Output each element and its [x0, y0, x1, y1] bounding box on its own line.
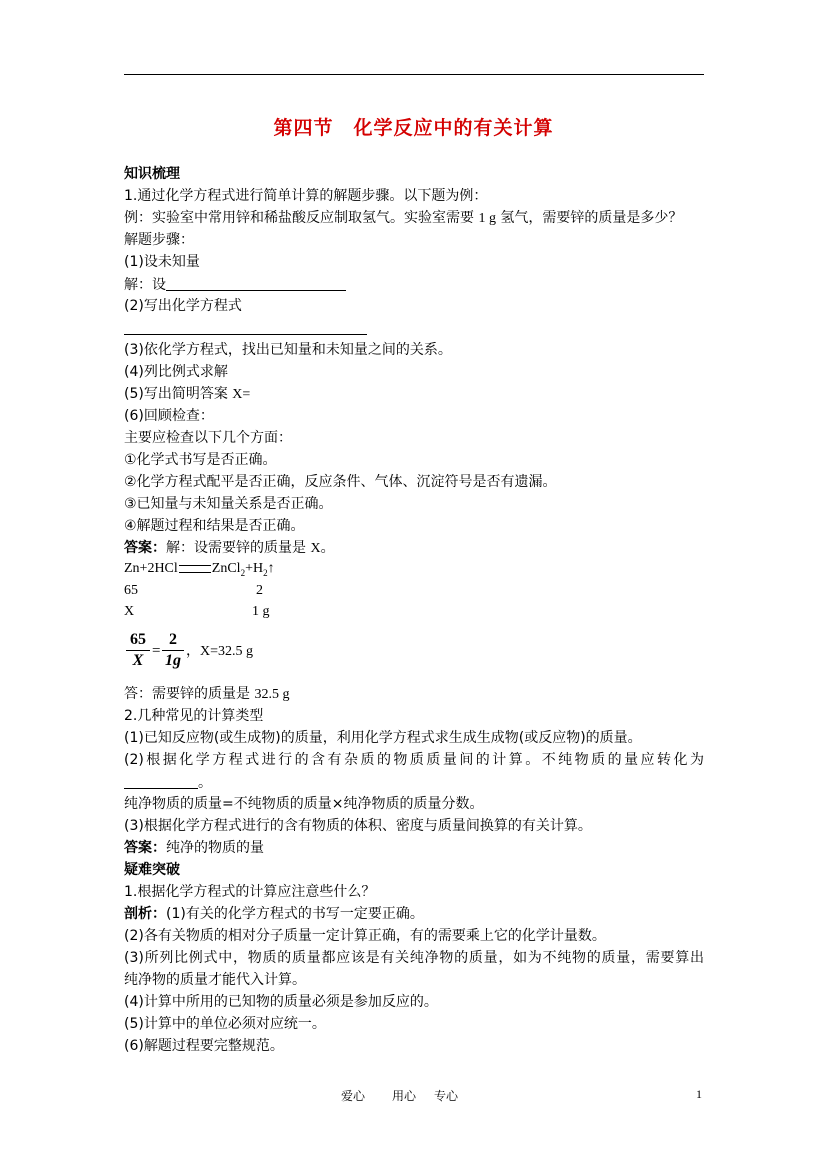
equation-product: +H: [245, 561, 264, 576]
text-line: (2)写出化学方程式: [124, 298, 242, 314]
text-span: 例：实验室中常用锌和稀盐酸反应制取氢气。实验室需要: [124, 210, 479, 226]
equation-reactants: Zn+2HCl: [124, 561, 178, 576]
text-line: (4)计算中所用的已知物的质量必须是参加反应的。: [124, 994, 438, 1010]
answer-label: 答案：: [124, 840, 166, 856]
text-line: (5)计算中的单位必须对应统一。: [124, 1016, 326, 1032]
fraction-denominator: X: [132, 652, 144, 669]
text-span: 解：设: [124, 277, 166, 293]
text-line: [124, 276, 346, 294]
header-rule: [124, 74, 704, 75]
ratio-value: 2: [256, 583, 263, 598]
text-line: (6)解题过程要完整规范。: [124, 1038, 284, 1054]
text-line: (3)根据化学方程式进行的含有物质的体积、密度与质量间换算的有关计算。: [124, 818, 592, 834]
subscript: 2: [263, 567, 268, 578]
text-line: [124, 686, 289, 703]
page-number: 1: [696, 1087, 702, 1101]
ratio-value: 65: [124, 583, 138, 598]
text-line: (1)设未知量: [124, 254, 200, 270]
text-line: (3)所列比例式中，物质的质量都应该是有关纯净物的质量，如为不纯物的质量，需要算出: [124, 950, 704, 966]
equation-product: ZnCl: [211, 561, 241, 576]
text-line: ③已知量与未知量关系是否正确。: [124, 496, 333, 512]
ratio-row: [124, 603, 270, 620]
text-line: ④解题过程和结果是否正确。: [124, 518, 305, 534]
text-line: (4)列比例式求解: [124, 364, 228, 380]
text-span: X=: [232, 387, 251, 402]
text-line: 2.几种常见的计算类型: [124, 708, 264, 724]
text-span: (1)有关的化学方程式的书写一定要正确。: [166, 906, 424, 922]
chemical-equation: [124, 560, 275, 582]
answer-line: [124, 840, 264, 857]
fraction-65-over-x: [126, 631, 150, 670]
text-line: 解题步骤：: [124, 232, 194, 248]
fill-blank: [124, 774, 198, 789]
answer-label: 答案：: [124, 540, 166, 556]
text-line: (1)已知反应物(或生成物)的质量，利用化学方程式求生成生成物(或反应物)的质量。: [124, 730, 642, 746]
fraction-2-over-1g: [162, 631, 184, 670]
text-line: (3)依化学方程式，找出已知量和未知量之间的关系。: [124, 342, 452, 358]
fraction-numerator: 2: [169, 631, 177, 648]
text-span: (5)写出简明答案: [124, 386, 233, 402]
fraction-result: ，X=32.5 g: [186, 644, 254, 659]
gas-arrow-icon: ↑: [267, 561, 275, 576]
text-span: 纯净的物质的量: [166, 840, 264, 856]
text-span: 解：设需要锌的质量是: [166, 540, 311, 556]
text-span: 。: [198, 775, 212, 791]
text-line: 主要应检查以下几个方面：: [124, 430, 292, 446]
text-line: (2)根据化学方程式进行的含有杂质的物质质量间的计算。不纯物质的量应转化为: [124, 752, 704, 768]
fraction-bar: [126, 650, 150, 651]
text-line: [124, 774, 212, 792]
footer-motto: 用心: [392, 1089, 417, 1103]
text-line: 纯净物的质量才能代入计算。: [124, 972, 306, 988]
page-title: 第四节 化学反应中的有关计算: [273, 117, 554, 139]
text-line: (6)回顾检查：: [124, 408, 214, 424]
text-span: X: [310, 541, 321, 556]
text-line: ②化学方程式配平是否正确，反应条件、气体、沉淀符号是否有遗漏。: [124, 474, 557, 490]
section-heading-difficulty: 疑难突破: [124, 862, 180, 878]
fill-blank: [166, 276, 346, 291]
footer-motto: 爱心: [341, 1089, 366, 1103]
text-line: (2)各有关物质的相对分子质量一定计算正确，有的需要乘上它的化学计量数。: [124, 928, 606, 944]
fraction-numerator: 65: [130, 631, 146, 648]
text-span: 1 g: [478, 211, 496, 226]
equation-equals-sign: [179, 565, 211, 573]
fill-blank-line: [124, 334, 367, 335]
analysis-line: [124, 906, 424, 923]
text-line: [124, 386, 250, 403]
footer-motto: 专心: [434, 1089, 459, 1103]
text-line: [124, 210, 682, 227]
ratio-value: 1 g: [252, 604, 270, 619]
analysis-label: 剖析：: [124, 906, 166, 922]
fraction-denominator: 1g: [165, 652, 181, 669]
section-heading-knowledge: 知识梳理: [124, 166, 180, 182]
equals-sign: =: [152, 643, 161, 659]
answer-line: [124, 540, 335, 557]
text-span: 32.5 g: [254, 687, 290, 702]
text-span: 氢气，需要锌的质量是多少？: [495, 210, 683, 226]
text-line: ①化学式书写是否正确。: [124, 452, 277, 468]
text-span: 。: [320, 540, 335, 556]
text-line: 1.根据化学方程式的计算应注意些什么？: [124, 884, 376, 900]
text-line: 纯净物质的质量=不纯物质的质量×纯净物质的质量分数。: [124, 796, 484, 812]
text-line: 1.通过化学方程式进行简单计算的解题步骤。以下题为例：: [124, 188, 488, 204]
text-span: 答：需要锌的质量是: [124, 686, 255, 702]
subscript: 2: [240, 567, 246, 578]
ratio-value: X: [124, 604, 135, 619]
ratio-row: [124, 582, 263, 599]
fraction-bar: [162, 650, 184, 651]
